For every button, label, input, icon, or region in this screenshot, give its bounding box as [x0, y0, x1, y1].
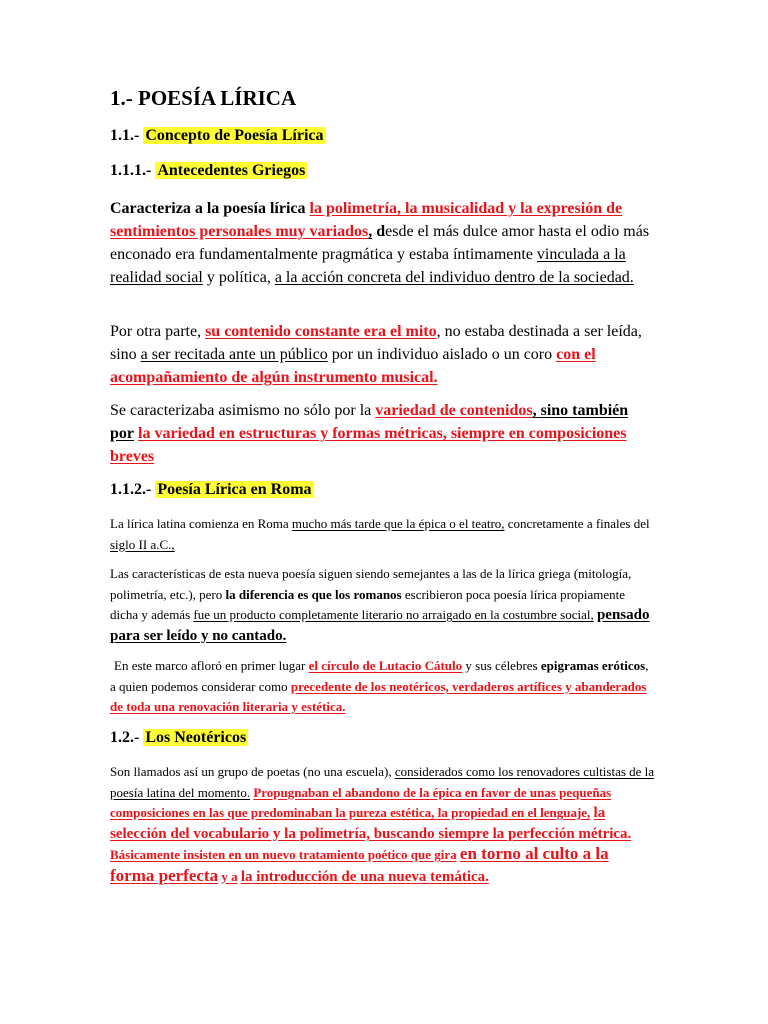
highlight-span: el círculo de Lutacio Cátulo	[308, 658, 463, 673]
text-span: , no estaba destinada a ser leída, sino	[110, 323, 642, 363]
text-span: d	[376, 223, 386, 240]
text-span: escribieron poca poesía lírica propiamente dicha y además	[110, 586, 626, 622]
text-span: , a quien podemos considerar como	[110, 658, 649, 694]
highlight-span: precedente de los neotéricos, verdaderos artífices y abanderados de toda una renovación literaria y estética.	[110, 678, 647, 714]
section-title-highlight: Antecedentes Griegos	[157, 162, 306, 179]
underlined-span: a la acción concreta del individuo dentro de la sociedad.	[274, 269, 634, 286]
text-span: la diferencia es que los romanos	[225, 586, 402, 602]
underlined-span: siglo II a.C.,	[110, 536, 175, 552]
text-span: La lírica latina comienza en Roma	[110, 516, 289, 531]
paragraph-greek-lyric	[110, 197, 655, 289]
paragraph-rome-start	[110, 514, 655, 555]
text-span: esde el más dulce amor hasta el odio más enconado era fundamentalmente pragmática y estaba íntimamente	[110, 223, 650, 263]
highlight-span: su contenido constante era el mito	[205, 323, 437, 340]
section-number: 1.1.1.-	[110, 162, 152, 179]
text-span: Caracteriza a la poesía lírica	[110, 200, 306, 217]
paragraph-characteristics	[110, 564, 655, 646]
text-span: y política,	[206, 269, 271, 286]
text-span: por un individuo aislado o un coro	[331, 346, 553, 363]
highlight-span: y a	[221, 868, 238, 884]
section-heading-1-1-2	[110, 481, 314, 499]
text-span: Se caracterizaba asimismo no sólo por la	[110, 402, 372, 419]
text-span: ,	[368, 223, 373, 240]
text-span: Son llamados así un grupo de poetas (no una escuela),	[110, 764, 392, 779]
highlight-span: variedad de contenidos	[375, 402, 533, 419]
section-heading-1-2	[110, 729, 248, 747]
underlined-span: fue un producto completamente literario no arraigado en la costumbre social,	[193, 607, 594, 622]
text-span: y sus célebres	[465, 658, 538, 673]
section-number: 1.2.-	[110, 729, 140, 746]
paragraph-neotericos	[110, 762, 655, 887]
underlined-span: vinculada a la realidad social	[110, 246, 626, 286]
section-title-highlight: Los Neotéricos	[145, 729, 247, 746]
paragraph-variety	[110, 399, 655, 468]
paragraph-catulo	[110, 656, 655, 718]
section-title-highlight: Poesía Lírica en Roma	[157, 481, 312, 498]
text-span: concretamente a finales del	[507, 516, 650, 531]
underlined-span: pensado para ser leído y no cantado.	[110, 607, 650, 644]
section-heading-1-1-1	[110, 162, 307, 180]
section-title-highlight: Concepto de Poesía Lírica	[145, 127, 324, 144]
highlight-span: Propugnaban el abandono de la épica en favor de unas pequeñas composiciones en las que predominaban la pureza estética, la propiedad en el lenguaje,	[110, 784, 612, 820]
main-heading: 1.- POESÍA LÍRICA	[110, 86, 297, 110]
section-heading-1-1	[110, 127, 326, 145]
text-span: epigramas eróticos	[540, 658, 646, 673]
underlined-span: mucho más tarde que la épica o el teatro,	[291, 516, 505, 531]
highlight-span: la variedad en estructuras y formas métricas, siempre en composiciones breves	[110, 425, 627, 465]
highlight-span: en torno al culto a la forma perfecta	[110, 844, 609, 885]
highlight-span: la polimetría, la musicalidad y la expresión de sentimientos personales muy variados	[110, 200, 623, 240]
text-span: , sino también por	[110, 402, 629, 442]
highlight-span: la introducción de una nueva temática.	[240, 868, 489, 885]
underlined-span: a ser recitada ante un público	[140, 346, 328, 363]
underlined-span: considerados como los renovadores cultistas de la poesía latina del momento.	[110, 764, 655, 800]
text-span: Por otra parte,	[110, 323, 202, 340]
text-span: Las características de esta nueva poesía siguen siendo semejantes a las de la lírica griega (mitología, polimetría, etc.), pero	[110, 566, 632, 602]
section-number: 1.1.2.-	[110, 481, 152, 498]
highlight-span: con el acompañamiento de algún instrumento musical.	[110, 346, 596, 386]
paragraph-myth	[110, 320, 655, 389]
section-number: 1.1.-	[110, 127, 140, 144]
text-span: En este marco afloró en primer lugar	[114, 658, 306, 673]
highlight-span: Básicamente insisten en un nuevo tratamiento poético que gira	[110, 847, 457, 862]
highlight-span: la selección del vocabulario y la polimetría, buscando siempre la perfección métrica.	[110, 805, 632, 842]
